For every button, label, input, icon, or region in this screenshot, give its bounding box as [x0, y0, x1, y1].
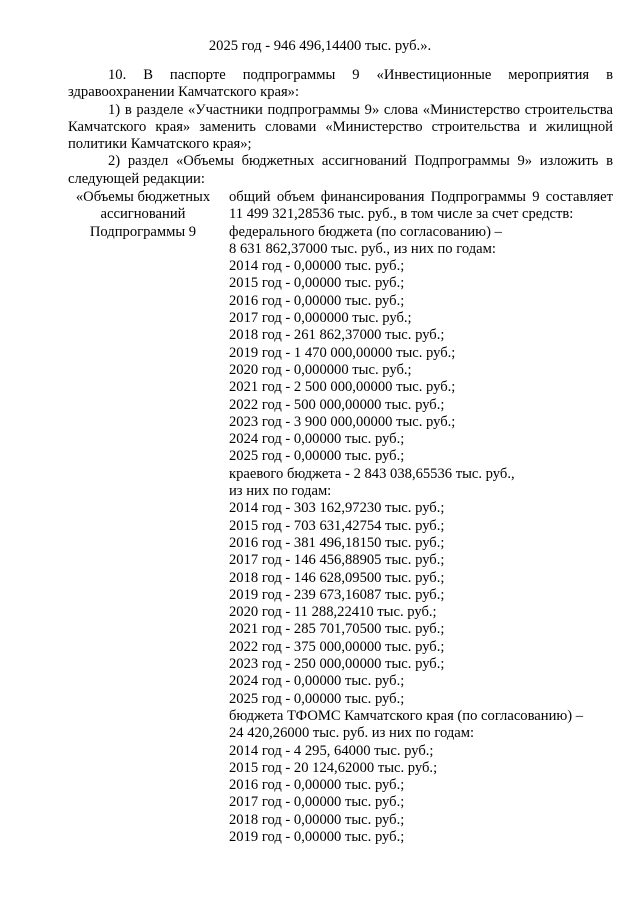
right-cell-line: краевого бюджета - 2 843 038,65536 тыс. руб., [229, 465, 515, 482]
table-right-column [229, 189, 613, 846]
right-cell-line: 2018 год - 0,00000 тыс. руб.; [229, 811, 405, 828]
right-cell-line: 2019 год - 239 673,16087 тыс. руб.; [229, 586, 445, 603]
right-cell-line: 2018 год - 146 628,09500 тыс. руб.; [229, 569, 445, 586]
body-paragraphs [68, 67, 613, 188]
paragraph-budget-section: 2) раздел «Объемы бюджетных ассигнований Подпрограммы 9» изложить в следующей редакции: [68, 153, 613, 187]
right-cell-line: 2017 год - 0,000000 тыс. руб.; [229, 310, 412, 327]
right-cell-line: 2022 год - 500 000,00000 тыс. руб.; [229, 396, 445, 413]
right-cell-line: 2015 год - 20 124,62000 тыс. руб.; [229, 759, 438, 776]
right-cell-line: 2014 год - 0,00000 тыс. руб.; [229, 258, 405, 275]
right-cell-line: 2016 год - 0,00000 тыс. руб.; [229, 292, 405, 309]
right-cell-line: 2020 год - 0,000000 тыс. руб.; [229, 361, 412, 378]
right-cell-line: 2025 год - 0,00000 тыс. руб.; [229, 448, 405, 465]
right-cell-line: 2019 год - 0,00000 тыс. руб.; [229, 828, 405, 845]
left-cell-line: Подпрограммы 9 [89, 223, 197, 240]
right-cell-line: бюджета ТФОМС Камчатского края (по согласованию) – [229, 707, 584, 724]
table-left-column [68, 189, 218, 241]
right-cell-line: 2016 год - 0,00000 тыс. руб.; [229, 777, 405, 794]
paragraph-participants: 1) в разделе «Участники подпрограммы 9» слова «Министерство строительства Камчатского края» заменить словами «Министерство строительства и жилищной политики Камчатского края»; [68, 101, 613, 153]
right-cell-line: 2023 год - 250 000,00000 тыс. руб.; [229, 656, 445, 673]
right-cell-line: 2021 год - 285 701,70500 тыс. руб.; [229, 621, 445, 638]
left-cell-line: ассигнований [100, 206, 186, 223]
right-cell-line: 2018 год - 261 862,37000 тыс. руб.; [229, 327, 445, 344]
right-cell-line: из них по годам: [229, 483, 332, 500]
right-cell-line: 11 499 321,28536 тыс. руб., в том числе за счет средств: [229, 206, 574, 223]
right-cell-line: 2017 год - 0,00000 тыс. руб.; [229, 794, 405, 811]
right-cell-line: 2025 год - 0,00000 тыс. руб.; [229, 690, 405, 707]
right-cell-line: 2016 год - 381 496,18150 тыс. руб.; [229, 534, 445, 551]
right-cell-line: 2024 год - 0,00000 тыс. руб.; [229, 431, 405, 448]
right-cell-line: 2023 год - 3 900 000,00000 тыс. руб.; [229, 413, 456, 430]
right-cell-line: федерального бюджета (по согласованию) – [229, 223, 502, 240]
right-cell-line: 2015 год - 0,00000 тыс. руб.; [229, 275, 405, 292]
budget-table [68, 189, 613, 889]
right-cell-line: 2015 год - 703 631,42754 тыс. руб.; [229, 517, 445, 534]
right-cell-line: 2022 год - 375 000,00000 тыс. руб.; [229, 638, 445, 655]
right-cell-line: 2024 год - 0,00000 тыс. руб.; [229, 673, 405, 690]
right-cell-line: 2020 год - 11 288,22410 тыс. руб.; [229, 604, 437, 621]
right-cell-line: общий объем финансирования Подпрограммы 9 составляет [229, 189, 613, 205]
right-cell-line: 2014 год - 4 295, 64000 тыс. руб.; [229, 742, 434, 759]
right-cell-line: 24 420,26000 тыс. руб. из них по годам: [229, 725, 475, 742]
right-cell-line: 8 631 862,37000 тыс. руб., из них по годам: [229, 240, 496, 257]
right-cell-line: 2021 год - 2 500 000,00000 тыс. руб.; [229, 379, 456, 396]
top-line: 2025 год - 946 496,14400 тыс. руб.». [208, 38, 432, 54]
right-cell-line: 2019 год - 1 470 000,00000 тыс. руб.; [229, 344, 456, 361]
right-cell-line: 2017 год - 146 456,88905 тыс. руб.; [229, 552, 445, 569]
left-cell-line: «Объемы бюджетных [75, 189, 211, 205]
right-cell-line: 2014 год - 303 162,97230 тыс. руб.; [229, 500, 445, 517]
paragraph-10: 10. В паспорте подпрограммы 9 «Инвестиционные мероприятия в здравоохранении Камчатского края»: [68, 67, 613, 101]
